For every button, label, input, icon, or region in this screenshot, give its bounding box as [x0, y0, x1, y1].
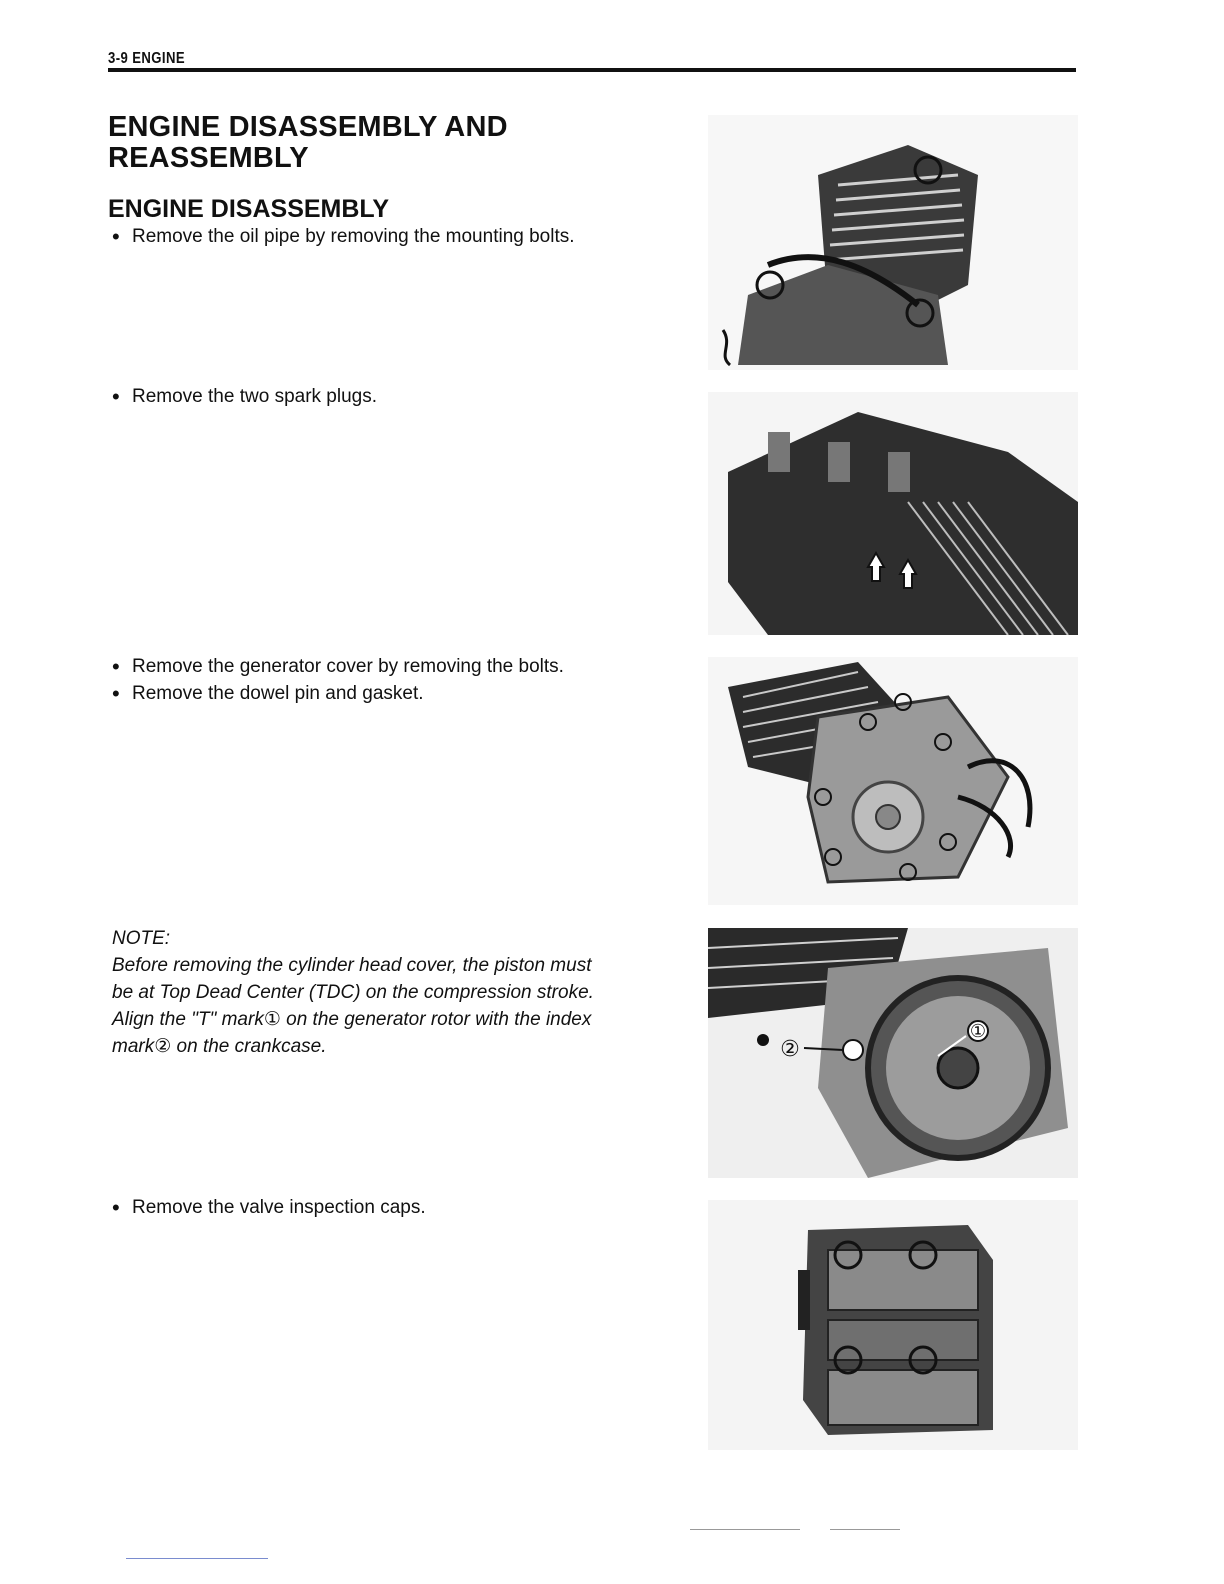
step-remove-generator-cover: • Remove the generator cover by removing the bolts. — [112, 653, 564, 680]
note-line-1: Before removing the cylinder head cover, the piston must — [112, 955, 592, 976]
step-remove-valve-caps: • Remove the valve inspection caps. — [112, 1194, 426, 1221]
note-label: NOTE: — [112, 928, 171, 949]
photo-generator-rotor — [708, 928, 1078, 1178]
footer-scan-dash — [830, 1529, 900, 1530]
note-line-2: be at Top Dead Center (TDC) on the compression stroke. — [112, 982, 594, 1003]
generator-cover-illustration — [708, 657, 1078, 905]
page-title — [108, 112, 508, 174]
step-remove-oil-pipe: • Remove the oil pipe by removing the mounting bolts. — [112, 223, 575, 250]
header-rule — [108, 68, 1076, 72]
photo-oil-pipe — [708, 115, 1078, 370]
bottom-edge-line — [126, 1558, 268, 1559]
engine-spark-plugs-illustration — [708, 392, 1078, 635]
valve-caps-illustration — [708, 1200, 1078, 1450]
photo-valve-caps — [708, 1200, 1078, 1450]
page-title-line-1: ENGINE DISASSEMBLY AND — [108, 111, 508, 143]
callout-2-label: ② — [780, 1037, 800, 1062]
callout-1-label: ① — [969, 1021, 987, 1042]
note-line-3: Align the "T" mark① on the generator rotor with the index — [112, 1009, 592, 1030]
engine-oil-pipe-illustration — [708, 115, 1078, 370]
photo-generator-cover — [708, 657, 1078, 905]
note-block — [112, 925, 692, 1060]
section-subtitle: ENGINE DISASSEMBLY — [108, 195, 390, 223]
page-title-line-2: REASSEMBLY — [108, 142, 309, 174]
note-line-4: mark② on the crankcase. — [112, 1036, 327, 1057]
step-remove-spark-plugs: • Remove the two spark plugs. — [112, 383, 377, 410]
footer-scan-dash — [690, 1529, 800, 1530]
section-header: 3-9 ENGINE — [108, 50, 186, 67]
step-remove-dowel-pin: • Remove the dowel pin and gasket. — [112, 680, 424, 707]
photo-spark-plugs — [708, 392, 1078, 635]
generator-rotor-illustration — [708, 928, 1078, 1178]
